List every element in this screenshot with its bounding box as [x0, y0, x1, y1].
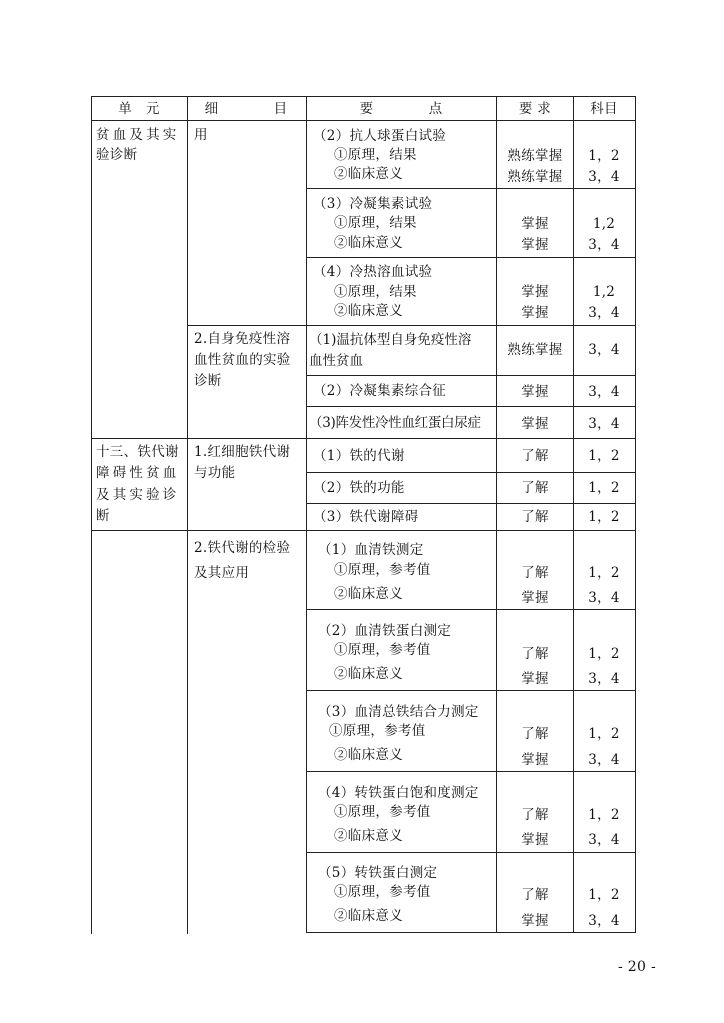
point-sub: ②临床意义	[334, 235, 403, 251]
row-divider	[306, 503, 636, 504]
row-divider	[306, 472, 636, 473]
detail-line: 诊断	[194, 373, 222, 389]
column-divider	[306, 96, 307, 933]
unit-line: 贫血及其实	[96, 127, 180, 143]
header-point: 要 点	[359, 101, 443, 117]
requirement-value: 掌握	[521, 752, 549, 768]
requirement-value: 了解	[521, 565, 549, 581]
requirement-value: 熟练掌握	[507, 169, 563, 185]
subject-value: 3，4	[588, 832, 620, 848]
table-left-border	[91, 96, 92, 934]
row-divider	[306, 609, 636, 610]
point-title: （1）铁的代谢	[313, 448, 405, 464]
row-divider	[306, 771, 636, 772]
detail-line: 2.自身免疫性溶	[194, 331, 291, 347]
subject-value: 3，4	[588, 590, 620, 606]
requirement-value: 了解	[521, 726, 549, 742]
point-title: （1)温抗体型自身免疫性溶	[309, 332, 472, 348]
point-title: （2）铁的功能	[313, 480, 405, 496]
table-top-border	[91, 96, 636, 97]
point-sub: ②临床意义	[334, 666, 403, 682]
subject-value: 3，4	[588, 342, 620, 358]
unit-line: 十三、铁代谢	[96, 444, 179, 460]
point-sub: ②临床意义	[334, 166, 403, 182]
point-title: （2）血清铁蛋白测定	[318, 623, 452, 639]
subject-value: 3，4	[588, 169, 620, 185]
header-subject: 科目	[590, 101, 618, 117]
row-divider	[306, 375, 636, 376]
point-title: （3)阵发性冷性血红蛋白尿症	[309, 415, 481, 431]
requirement-value: 掌握	[521, 590, 549, 606]
subject-value: 1，2	[588, 726, 620, 742]
detail-line: 与功能	[194, 465, 236, 481]
column-divider	[573, 96, 574, 933]
detail-cell: 用	[194, 127, 208, 143]
requirement-value: 熟练掌握	[507, 148, 563, 164]
subject-value: 3，4	[588, 384, 620, 400]
row-divider	[306, 406, 636, 407]
subject-value: 1，2	[588, 565, 620, 581]
point-sub: ①原理，结果	[334, 284, 417, 300]
row-divider	[187, 325, 636, 326]
requirement-value: 掌握	[521, 305, 549, 321]
requirement-value: 掌握	[521, 832, 549, 848]
header-detail: 细 目	[204, 101, 288, 117]
requirement-value: 掌握	[521, 416, 549, 432]
point-title: （5）转铁蛋白测定	[318, 865, 438, 881]
unit-line: 障碍性贫血	[96, 465, 180, 481]
point-title: （1）血清铁测定	[318, 542, 424, 558]
subject-value: 1，2	[588, 887, 620, 903]
header-bottom-border	[91, 120, 636, 121]
subject-value: 1，2	[588, 807, 620, 823]
block-divider	[91, 438, 636, 439]
row-divider	[306, 932, 636, 933]
subject-value: 3，4	[588, 416, 620, 432]
requirement-value: 了解	[521, 646, 549, 662]
point-title: （3）血清总铁结合力测定	[318, 704, 479, 720]
point-sub: ①原理，参考值	[334, 804, 431, 820]
point-title: 血性贫血	[309, 353, 363, 369]
requirement-value: 了解	[521, 480, 549, 496]
subject-value: 3，4	[588, 671, 620, 687]
detail-line: 血性贫血的实验	[194, 352, 291, 368]
subject-value: 3，4	[588, 913, 620, 929]
point-sub: ②临床意义	[334, 828, 403, 844]
subject-value: 1，2	[588, 480, 620, 496]
row-divider	[306, 257, 636, 258]
column-divider	[496, 96, 497, 933]
point-sub: ①原理，结果	[334, 147, 417, 163]
point-sub: ①原理，参考值	[334, 562, 431, 578]
point-title: （3）冷凝集素试验	[313, 196, 433, 212]
point-sub: ②临床意义	[334, 908, 403, 924]
point-sub: ①原理，参考值	[329, 723, 426, 739]
subject-value: 1，2	[588, 509, 620, 525]
requirement-value: 熟练掌握	[507, 342, 563, 358]
subject-value: 1,2	[592, 284, 616, 300]
unit-line: 断	[96, 508, 110, 524]
row-divider	[306, 188, 636, 189]
subject-value: 1,2	[592, 216, 616, 232]
subject-value: 1，2	[588, 148, 620, 164]
detail-line: 2.铁代谢的检验	[194, 540, 291, 556]
detail-line: 1.红细胞铁代谢	[194, 444, 291, 460]
point-title: （4）转铁蛋白饱和度测定	[318, 785, 479, 801]
requirement-value: 了解	[521, 807, 549, 823]
table-right-border	[635, 96, 636, 933]
subject-value: 3，4	[588, 305, 620, 321]
row-divider	[306, 852, 636, 853]
subject-value: 1，2	[588, 646, 620, 662]
requirement-value: 掌握	[521, 913, 549, 929]
subject-value: 3，4	[588, 752, 620, 768]
row-divider	[306, 690, 636, 691]
detail-line: 及其应用	[194, 565, 250, 581]
column-divider	[187, 96, 188, 934]
unit-line: 及其实验诊	[96, 487, 180, 503]
point-sub: ①原理，参考值	[334, 884, 431, 900]
unit-line: 验诊断	[96, 147, 138, 163]
requirement-value: 了解	[521, 509, 549, 525]
header-requirement: 要 求	[518, 101, 552, 117]
point-title: （4）冷热溶血试验	[313, 264, 433, 280]
point-sub: ①原理，结果	[334, 215, 417, 231]
point-title: （3）铁代谢障碍	[313, 509, 419, 525]
point-sub: ②临床意义	[334, 586, 403, 602]
point-sub: ②临床意义	[334, 303, 403, 319]
subject-value: 3，4	[588, 237, 620, 253]
point-title: （2）冷凝集素综合征	[313, 383, 447, 399]
requirement-value: 了解	[521, 448, 549, 464]
point-sub: ②临床意义	[334, 747, 403, 763]
requirement-value: 了解	[521, 887, 549, 903]
requirement-value: 掌握	[521, 284, 549, 300]
header-unit: 单 元	[118, 101, 160, 117]
requirement-value: 掌握	[521, 216, 549, 232]
point-title: （2）抗人球蛋白试验	[313, 128, 447, 144]
requirement-value: 掌握	[521, 237, 549, 253]
page-number: - 20 -	[618, 959, 656, 975]
point-sub: ①原理，参考值	[334, 642, 431, 658]
requirement-value: 掌握	[521, 384, 549, 400]
subject-value: 1，2	[588, 448, 620, 464]
block-divider	[91, 530, 636, 531]
requirement-value: 掌握	[521, 671, 549, 687]
